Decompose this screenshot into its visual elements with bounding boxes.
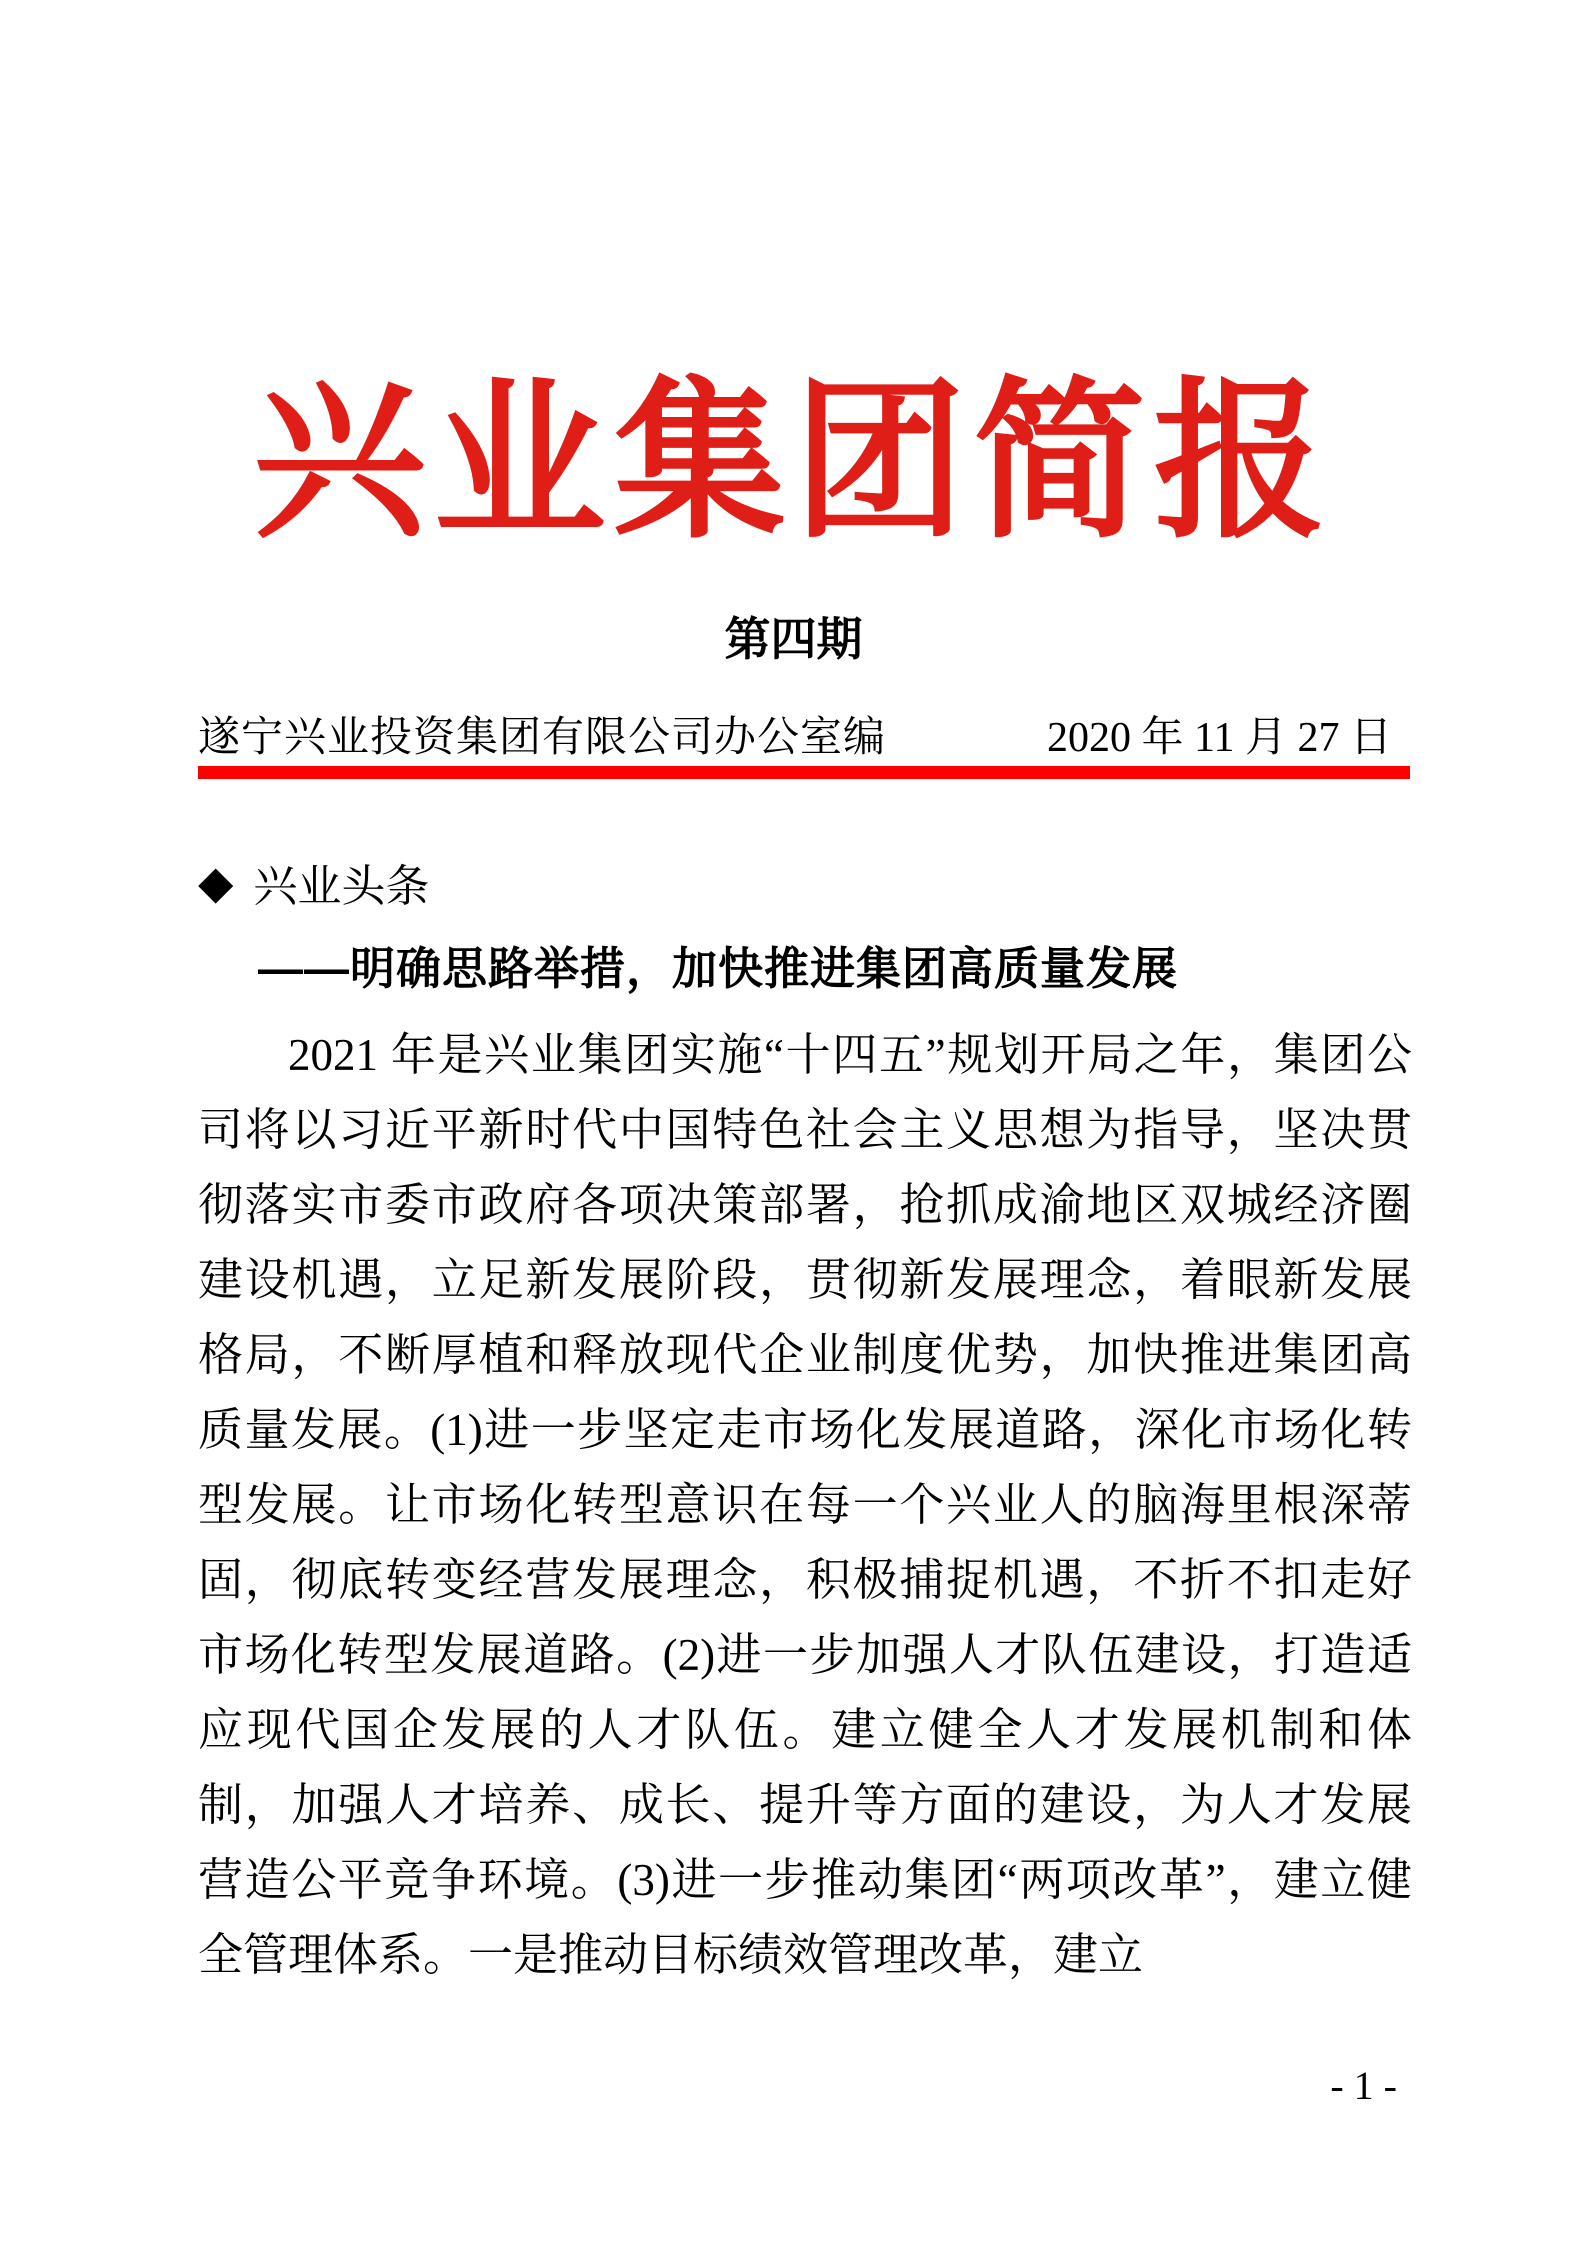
masthead-date: 2020 年 11 月 27 日 xyxy=(1047,715,1392,761)
masthead-row xyxy=(198,704,1410,764)
section-heading xyxy=(198,850,429,914)
headline-body: 2021 年是兴业集团实施“十四五”规划开局之年，集团公司将以习近平新时代中国特色社会主义思想为指导，坚决贯彻落实市委市政府各项决策部署，抢抓成渝地区双城经济圈建设机遇，立足新发展阶段，贯彻新发展理念，着眼新发展格局，不断厚植和释放现代企业制度优势，加快推进集团高质量发展。(1)进一步坚定走市场化发展道路，深化市场化转型发展。让市场化转型意识在每一个兴业人的脑海里根深蒂固，彻底转变经营发展理念，积极捕捉机遇，不折不扣走好市场化转型发展道路。(2)进一步加强人才队伍建设，打造适应现代国企发展的人才队伍。建立健全人才发展机制和体制，加强人才培养、成长、提升等方面的建设，为人才发展营造公平竞争环境。(3)进一步推动集团“两项改革”，建立健全管理体系。一是推动目标绩效管理改革，建立 xyxy=(198,1030,1412,1980)
headline-subtitle: ——明确思路举措，加快推进集团高质量发展 xyxy=(258,943,1179,994)
red-divider xyxy=(198,766,1410,779)
section-label: 兴业头条 xyxy=(253,862,430,911)
masthead-title: 兴业集团简报 xyxy=(253,359,1334,562)
page-number: - 1 - xyxy=(1330,2063,1397,2108)
masthead-editor: 遂宁兴业投资集团有限公司办公室编 xyxy=(198,715,887,761)
issue-number: 第四期 xyxy=(724,613,863,665)
diamond-bullet-icon: ◆ xyxy=(198,856,234,908)
